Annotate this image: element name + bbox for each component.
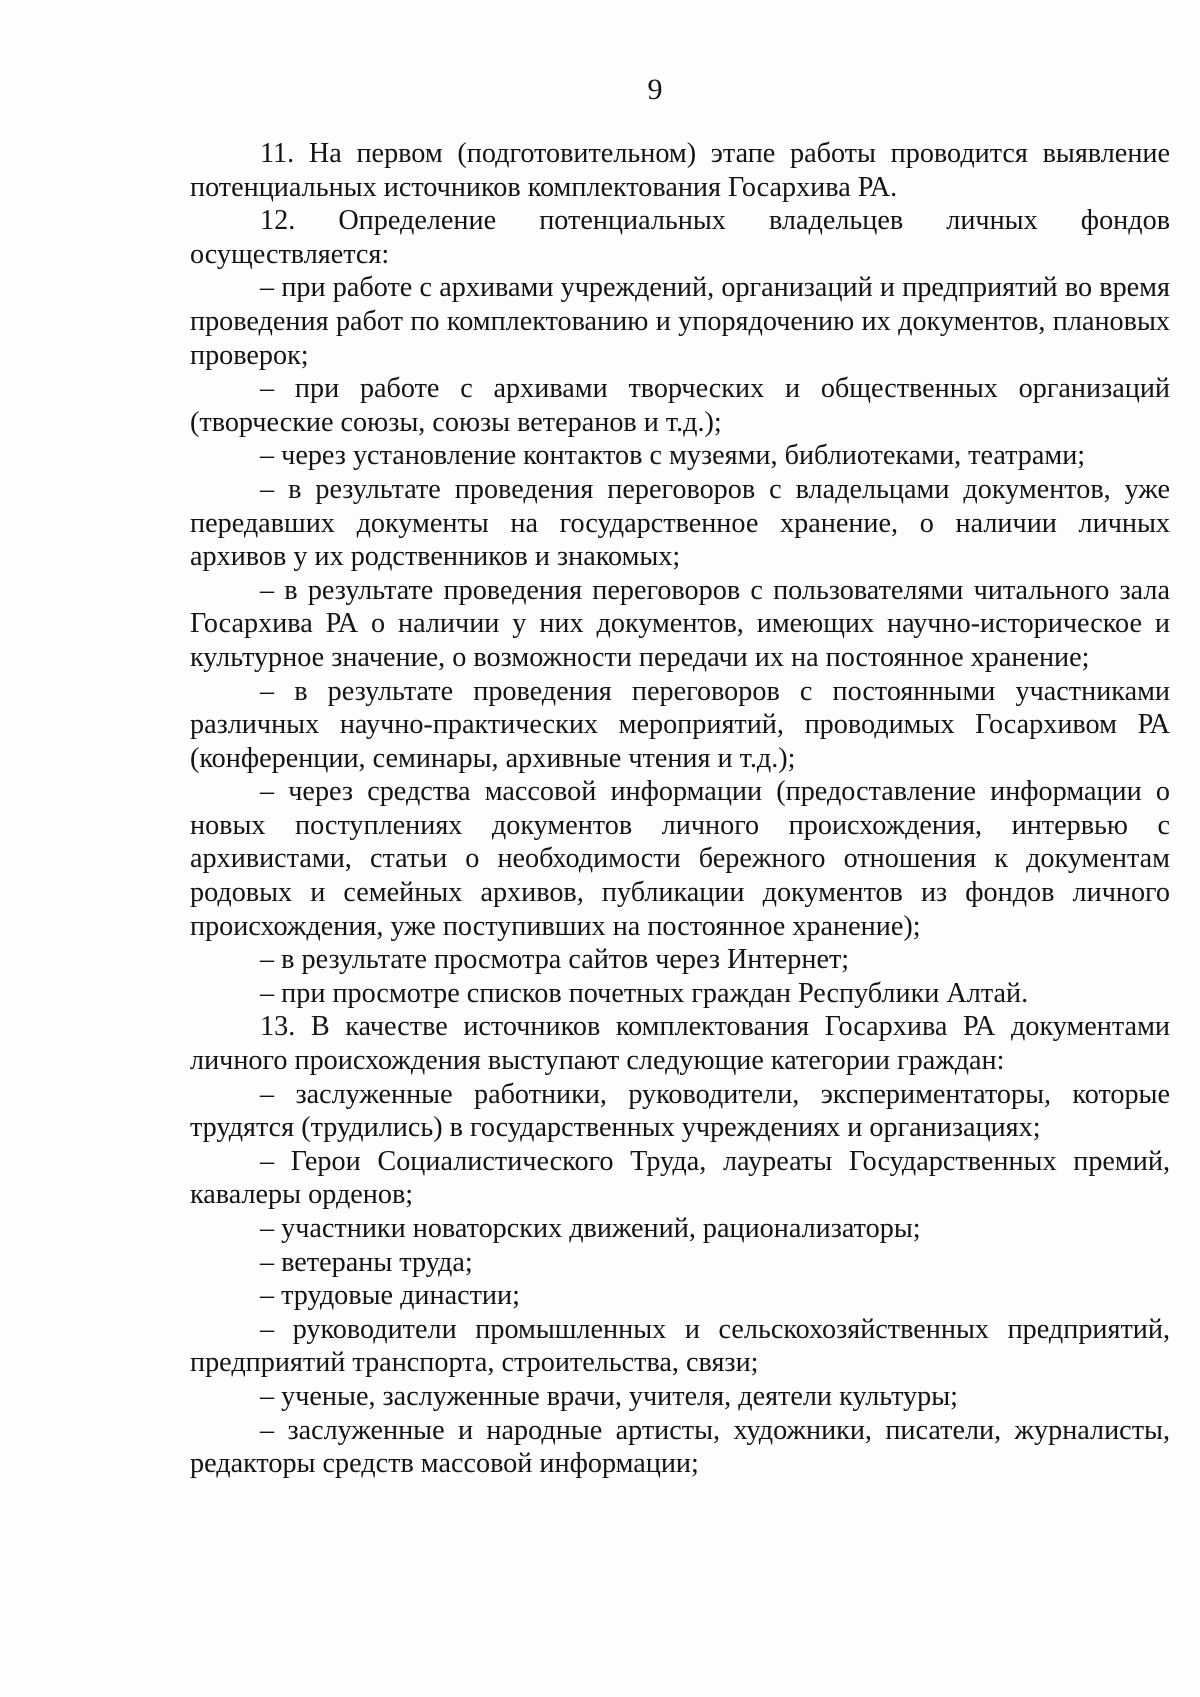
list-item-museum-contacts: – через установление контактов с музеями, библиотеками, театрами; bbox=[260, 440, 1086, 472]
list-item-archives-institutions: – при работе с архивами учреждений, организаций и предприятий во время проведения работ по комплектованию и упорядочению их документов, плановых проверок; bbox=[190, 272, 1170, 371]
document-body bbox=[190, 137, 1170, 1481]
list-item-heroes-laureates: – Герои Социалистического Труда, лауреаты Государственных премий, кавалеры орденов; bbox=[190, 1145, 1170, 1211]
list-item-archives-creative-orgs: – при работе с архивами творческих и общественных организаций (творческие союзы, союзы ветеранов и т.д.); bbox=[190, 373, 1170, 438]
paragraph-12: 12. Определение потенциальных владельцев личных фондов осуществляется: bbox=[190, 205, 1170, 270]
list-item-owner-negotiations: – в результате проведения переговоров с владельцами документов, уже передавших документы на государственное хранение, о наличии личных архивов у их родственников и знакомых; bbox=[190, 473, 1170, 573]
paragraph-11: 11. На первом (подготовительном) этапе работы проводится выявление потенциальных источников комплектования Госархива РА. bbox=[190, 138, 1170, 203]
list-item-reading-room-users: – в результате проведения переговоров с пользователями читального зала Госархива РА о наличии у них документов, имеющих научно-историческое и культурное значение, о возможности передачи их на постоянное хранение; bbox=[190, 574, 1170, 673]
list-item-honored-workers: – заслуженные работники, руководители, экспериментаторы, которые трудятся (трудились) в государственных учреждениях и организациях; bbox=[190, 1078, 1170, 1144]
list-item-mass-media: – через средства массовой информации (предоставление информации о новых поступлениях документов личного происхождения, интервью с архивистами, статьи о необходимости бережного отношения к документам родовых и семейных архивов, публикации документов из фондов личного происхождения, уже поступивших на постоянное хранение); bbox=[190, 776, 1170, 942]
list-item-artists-writers: – заслуженные и народные артисты, художники, писатели, журналисты, редакторы средств массовой информации; bbox=[190, 1414, 1170, 1480]
page-number: 9 bbox=[647, 73, 663, 106]
list-item-labor-dynasties: – трудовые династии; bbox=[260, 1280, 520, 1312]
list-item-labor-veterans: – ветераны труда; bbox=[260, 1246, 473, 1278]
list-item-enterprise-heads: – руководители промышленных и сельскохозяйственных предприятий, предприятий транспорта, строительства, связи; bbox=[190, 1313, 1170, 1379]
list-item-internet-sites: – в результате просмотра сайтов через Интернет; bbox=[260, 944, 850, 976]
list-item-event-participants: – в результате проведения переговоров с постоянными участниками различных научно-практических мероприятий, проводимых Госархивом РА (конференции, семинары, архивные чтения и т.д.); bbox=[190, 675, 1170, 774]
list-item-scientists-doctors: – ученые, заслуженные врачи, учителя, деятели культуры; bbox=[260, 1380, 958, 1412]
list-item-innovators: – участники новаторских движений, рационализаторы; bbox=[260, 1213, 921, 1244]
paragraph-13: 13. В качестве источников комплектования Госархива РА документами личного происхождения выступают следующие категории граждан: bbox=[190, 1011, 1170, 1077]
list-item-honorary-citizens: – при просмотре списков почетных граждан Республики Алтай. bbox=[260, 977, 1029, 1009]
